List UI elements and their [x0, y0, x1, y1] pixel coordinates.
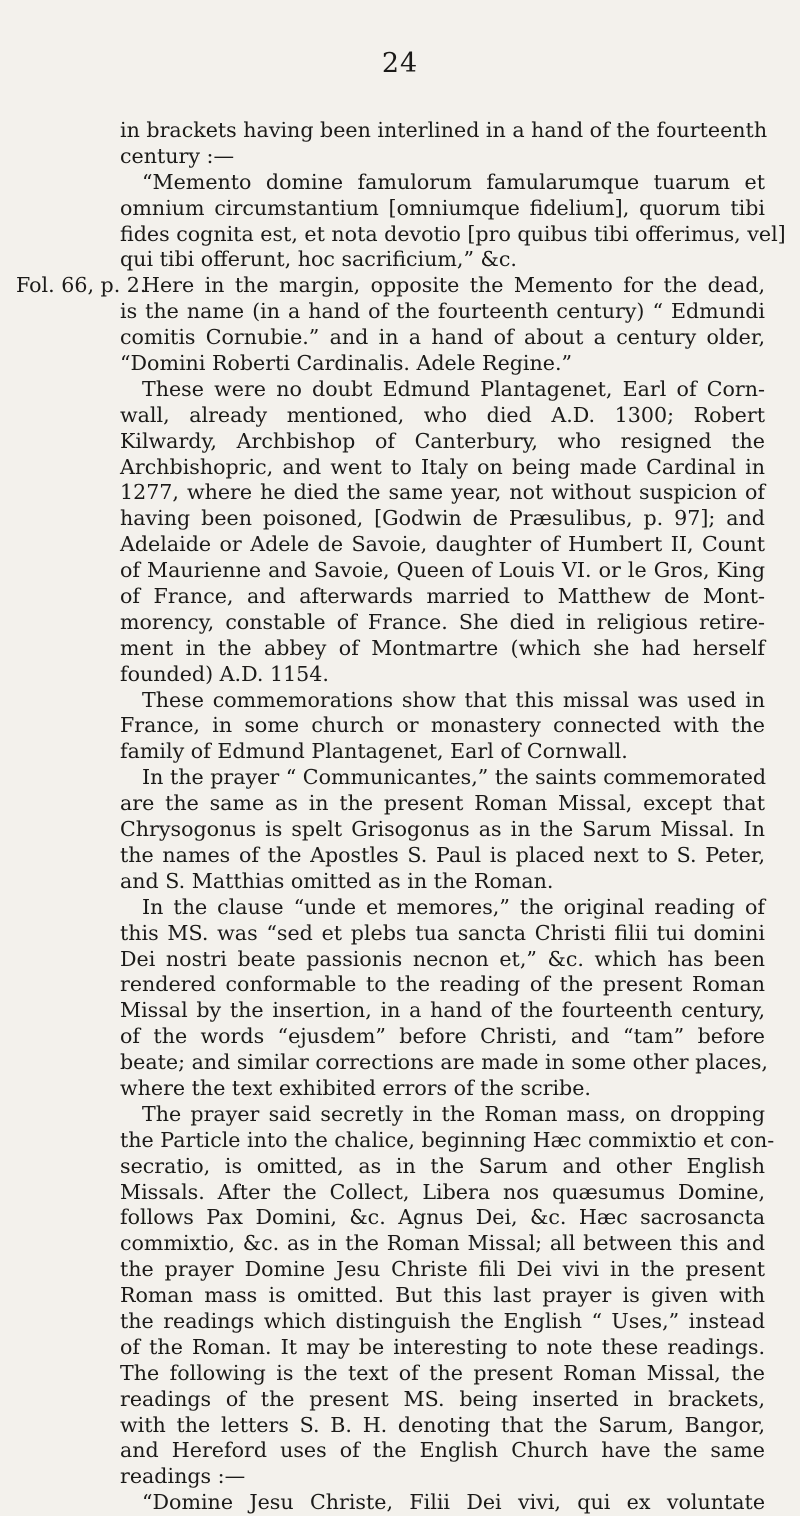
line-text: wall, already mentioned, who died A.D. 1300; Robert	[120, 402, 765, 427]
line-text: qui tibi offerunt, hoc sacrificium,” &c.	[120, 247, 517, 272]
line-text: Missals. After the Collect, Libera nos quæsumus Domine,	[120, 1179, 765, 1204]
text-line	[120, 247, 765, 273]
line-text: 1277, where he died the same year, not without suspicion of	[120, 480, 765, 505]
line-text: Here in the margin, opposite the Memento for the dead,	[142, 273, 765, 298]
text-line	[120, 895, 765, 921]
line-text: beate; and similar corrections are made in some other places,	[120, 1050, 768, 1075]
line-text: with the letters S. B. H. denoting that the Sarum, Bangor,	[120, 1412, 765, 1437]
text-line	[120, 1490, 765, 1516]
text-line	[120, 1180, 765, 1206]
line-text: fides cognita est, et nota devotio [pro quibus tibi offerimus, vel]	[120, 221, 786, 246]
text-line	[120, 144, 765, 170]
text-line	[120, 1309, 765, 1335]
line-text: Dei nostri beate passionis necnon et,” &c. which has been	[120, 946, 765, 971]
text-line	[120, 636, 765, 662]
text-line	[120, 739, 765, 765]
line-text: and Hereford uses of the English Church have the same	[120, 1438, 765, 1463]
line-text: in brackets having been interlined in a hand of the fourteenth	[120, 118, 768, 142]
text-line	[120, 1257, 765, 1283]
text-line	[120, 1154, 765, 1180]
line-text: founded) A.D. 1154.	[120, 661, 329, 686]
line-text: are the same as in the present Roman Missal, except that	[120, 791, 765, 816]
line-text: Adelaide or Adele de Savoie, daughter of Humbert II, Count	[120, 532, 765, 557]
text-line	[120, 532, 765, 558]
line-text: of France, and afterwards married to Matthew de Mont-	[120, 584, 765, 609]
text-line	[120, 765, 765, 791]
text-line	[120, 480, 765, 506]
text-line	[120, 403, 765, 429]
line-text: rendered conformable to the reading of the present Roman	[120, 972, 765, 997]
margin-note: Fol. 66, p. 2.	[16, 273, 147, 298]
line-text: These commemorations show that this missal was used in	[142, 687, 765, 712]
text-line	[120, 455, 765, 481]
text-line	[120, 713, 765, 739]
text-line	[120, 843, 765, 869]
body-text	[16, 118, 786, 1516]
text-line	[120, 1361, 765, 1387]
line-text: the names of the Apostles S. Paul is placed next to S. Peter,	[120, 842, 765, 867]
line-text: France, in some church or monastery connected with the	[120, 713, 765, 738]
text-line	[120, 1283, 765, 1309]
line-text: this MS. was “sed et plebs tua sancta Christi filii tui domini	[120, 920, 765, 945]
line-text: readings :—	[120, 1464, 246, 1489]
line-text: the Particle into the chalice, beginning Hæc commixtio et con-	[120, 1127, 775, 1152]
line-text: ment in the abbey of Montmartre (which she had herself	[120, 635, 765, 660]
line-text: and S. Matthias omitted as in the Roman.	[120, 868, 554, 893]
text-line	[120, 1050, 768, 1076]
line-text: having been poisoned, [Godwin de Præsulibus, p. 97]; and	[120, 506, 765, 531]
text-line	[120, 791, 765, 817]
line-text: “Domine Jesu Christe, Filii Dei vivi, qui ex voluntate	[142, 1490, 765, 1515]
text-line	[120, 947, 765, 973]
line-text: readings of the present MS. being inserted in brackets,	[120, 1386, 765, 1411]
line-text: of the words “ejusdem” before Christi, and “tam” before	[120, 1024, 765, 1049]
line-text: is the name (in a hand of the fourteenth century) “ Edmundi	[120, 299, 765, 324]
line-text: family of Edmund Plantagenet, Earl of Cornwall.	[120, 739, 628, 764]
text-line	[120, 118, 768, 144]
text-line	[120, 196, 765, 222]
line-text: Chrysogonus is spelt Grisogonus as in the Sarum Missal. In	[120, 817, 765, 842]
line-text: In the clause “unde et memores,” the original reading of	[142, 894, 765, 919]
text-line	[16, 273, 765, 299]
line-text: The following is the text of the present Roman Missal, the	[120, 1360, 765, 1385]
text-line	[120, 1102, 765, 1128]
line-text: Roman mass is omitted. But this last prayer is given with	[120, 1283, 765, 1308]
line-text: Missal by the insertion, in a hand of the fourteenth century,	[120, 998, 765, 1023]
line-text: secratio, is omitted, as in the Sarum and other English	[120, 1153, 765, 1178]
text-line	[120, 1464, 765, 1490]
line-text: the readings which distinguish the English “ Uses,” instead	[120, 1308, 765, 1333]
line-text: where the text exhibited errors of the scribe.	[120, 1075, 591, 1100]
text-line	[120, 869, 765, 895]
text-line	[120, 351, 765, 377]
line-text: The prayer said secretly in the Roman mass, on dropping	[142, 1101, 765, 1126]
text-line	[120, 1024, 765, 1050]
line-text: century :—	[120, 143, 235, 168]
text-line	[120, 506, 765, 532]
text-line	[120, 377, 765, 403]
text-line	[120, 429, 765, 455]
line-text: “Domini Roberti Cardinalis. Adele Regine.”	[120, 351, 573, 376]
text-line	[120, 1076, 765, 1102]
text-line	[120, 325, 765, 351]
text-line	[120, 1438, 765, 1464]
line-text: commixtio, &c. as in the Roman Missal; all between this and	[120, 1231, 765, 1256]
line-text: These were no doubt Edmund Plantagenet, Earl of Corn-	[142, 376, 765, 401]
line-text: follows Pax Domini, &c. Agnus Dei, &c. Hæc sacrosancta	[120, 1205, 765, 1230]
text-line	[120, 610, 765, 636]
text-line	[120, 584, 765, 610]
text-line	[120, 688, 765, 714]
line-text: the prayer Domine Jesu Christe fili Dei vivi in the present	[120, 1257, 765, 1282]
line-text: of the Roman. It may be interesting to note these readings.	[120, 1334, 765, 1359]
text-line	[120, 299, 765, 325]
line-text: Kilwardy, Archbishop of Canterbury, who resigned the	[120, 428, 765, 453]
text-line	[120, 221, 786, 248]
text-line	[120, 1231, 765, 1257]
text-line	[120, 817, 765, 843]
text-line	[120, 1335, 765, 1361]
text-line	[120, 170, 765, 196]
text-line	[120, 662, 765, 688]
text-line	[120, 1205, 765, 1231]
text-line	[120, 1387, 765, 1413]
line-text: morency, constable of France. She died in religious retire-	[120, 609, 765, 634]
page-number: 24	[381, 48, 419, 79]
text-line	[120, 921, 765, 947]
line-text: Archbishopric, and went to Italy on being made Cardinal in	[120, 454, 765, 479]
text-line	[120, 972, 765, 998]
line-text: In the prayer “ Communicantes,” the saints commemorated	[142, 765, 767, 790]
line-text: of Maurienne and Savoie, Queen of Louis VI. or le Gros, King	[120, 558, 765, 583]
text-line	[120, 998, 765, 1024]
text-line	[120, 1127, 775, 1154]
line-text: comitis Cornubie.” and in a hand of about a century older,	[120, 325, 765, 350]
line-text: omnium circumstantium [omniumque fidelium], quorum tibi	[120, 195, 765, 220]
text-line	[120, 1413, 765, 1439]
text-line	[120, 558, 765, 584]
line-text: “Memento domine famulorum famularumque tuarum et	[142, 169, 765, 194]
